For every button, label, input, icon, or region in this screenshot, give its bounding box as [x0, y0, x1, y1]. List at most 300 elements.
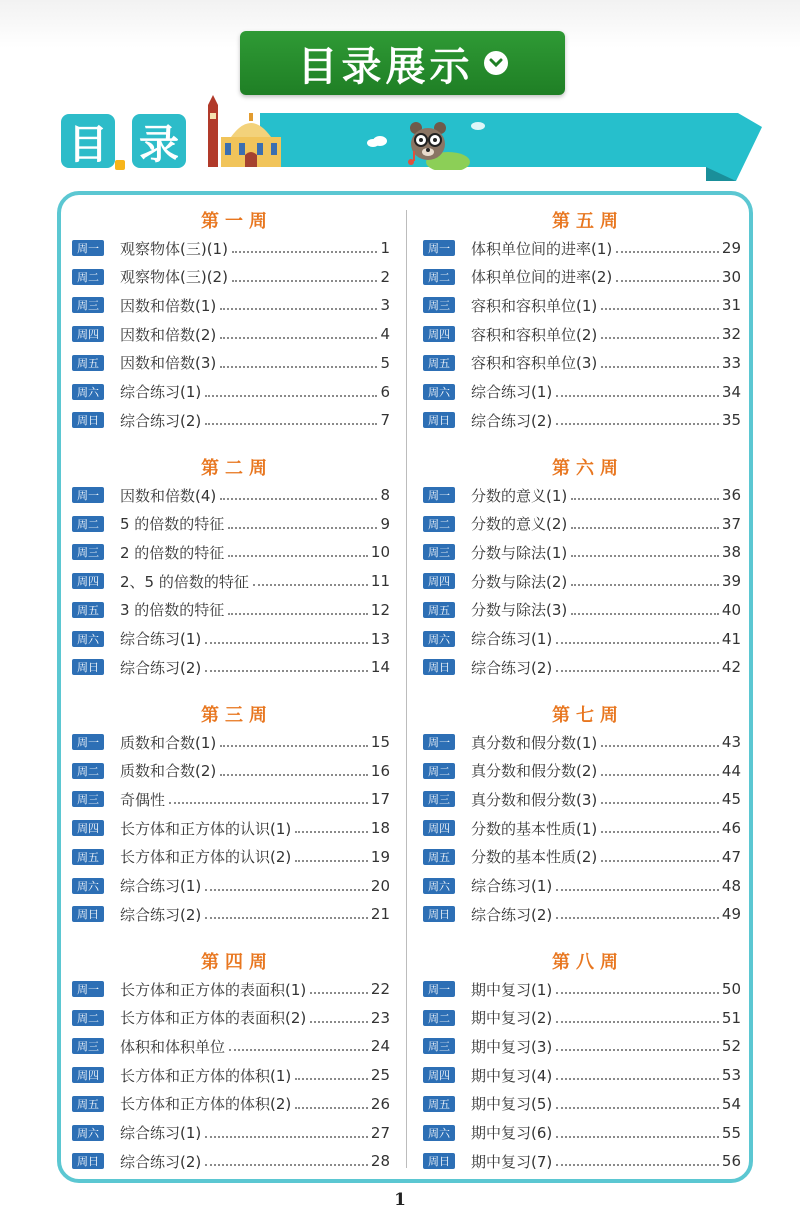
lesson-title: 质数和合数(2) [120, 762, 217, 781]
lesson-title: 2 的倍数的特征 [120, 543, 225, 562]
day-badge: 周一 [423, 981, 455, 997]
dot-leader [556, 1164, 719, 1166]
toc-entry [423, 1064, 741, 1086]
toc-entry [423, 294, 741, 316]
toc-entry [72, 570, 390, 592]
lesson-title: 长方体和正方体的表面积(2) [120, 1009, 307, 1028]
day-badge: 周日 [72, 659, 104, 675]
page-ref: 12 [370, 600, 390, 619]
lesson-title: 期中复习(7) [471, 1152, 553, 1171]
page-ref: 21 [370, 905, 390, 924]
page-ref: 39 [721, 572, 741, 591]
dot-leader [205, 1164, 368, 1166]
page-ref: 2 [380, 267, 390, 286]
page-ref: 5 [380, 353, 390, 372]
dot-leader [556, 395, 719, 397]
day-badge: 周一 [72, 487, 104, 503]
day-badge: 周三 [72, 791, 104, 807]
page-ref: 44 [721, 761, 741, 780]
dot-leader [220, 308, 377, 310]
toc-entry [423, 409, 741, 431]
toc-entry [423, 628, 741, 650]
music-note-icon [406, 150, 418, 166]
day-badge: 周二 [423, 1010, 455, 1026]
lesson-title: 2、5 的倍数的特征 [120, 572, 249, 591]
page-ref: 13 [370, 629, 390, 648]
lesson-title: 奇偶性 [120, 790, 166, 809]
toc-entry [72, 237, 390, 259]
dot-leader [556, 1021, 719, 1023]
page-ref: 41 [721, 629, 741, 648]
toc-entry [423, 570, 741, 592]
toc-entry [423, 237, 741, 259]
dot-leader [601, 802, 719, 804]
page-ref: 36 [721, 486, 741, 504]
toc-entry [423, 846, 741, 868]
toc-entry [423, 903, 741, 925]
toc-entry [72, 513, 390, 535]
page-ref: 47 [721, 847, 741, 866]
page-ref: 31 [721, 296, 741, 315]
page-ref: 45 [721, 790, 741, 809]
dot-leader [601, 366, 719, 368]
page-ref: 22 [370, 980, 390, 998]
lesson-title: 综合练习(2) [471, 658, 553, 677]
lesson-title: 因数和倍数(1) [120, 296, 217, 315]
day-badge: 周日 [423, 906, 455, 922]
dot-leader [556, 917, 719, 919]
day-badge: 周一 [423, 487, 455, 503]
day-badge: 周六 [423, 631, 455, 647]
page-ref: 42 [721, 658, 741, 677]
dot-leader [601, 308, 719, 310]
dot-leader [295, 1107, 368, 1109]
dot-leader [571, 527, 719, 529]
day-badge: 周二 [72, 269, 104, 285]
toc-heading-char-2: 录 [132, 114, 186, 168]
lesson-title: 容积和容积单位(2) [471, 325, 598, 344]
toc-entry [423, 788, 741, 810]
toc-entry [423, 266, 741, 288]
day-badge: 周日 [72, 906, 104, 922]
lesson-title: 分数与除法(1) [471, 543, 568, 562]
dot-leader [601, 745, 719, 747]
toc-entry [72, 903, 390, 925]
dot-leader [295, 1078, 368, 1080]
dot-leader [228, 613, 368, 615]
lesson-title: 长方体和正方体的体积(2) [120, 1095, 292, 1114]
banner-title: 目录展示 [297, 43, 474, 90]
toc-entry [72, 599, 390, 621]
week-title: 第八周 [552, 952, 624, 973]
day-badge: 周二 [423, 269, 455, 285]
day-badge: 周一 [423, 734, 455, 750]
page-ref: 20 [370, 876, 390, 895]
lesson-title: 期中复习(4) [471, 1066, 553, 1085]
page-ref: 51 [721, 1008, 741, 1027]
toc-entry [423, 599, 741, 621]
day-badge: 周三 [423, 1038, 455, 1054]
lesson-title: 体积单位间的进率(1) [471, 239, 613, 258]
dot-leader [601, 860, 719, 862]
header-ribbon [260, 113, 735, 167]
toc-entry [72, 788, 390, 810]
day-badge: 周三 [423, 791, 455, 807]
toc-entry [423, 352, 741, 374]
dot-leader [556, 1107, 719, 1109]
dot-leader [229, 1049, 368, 1051]
page-ref: 29 [721, 239, 741, 257]
day-badge: 周四 [72, 326, 104, 342]
toc-entry [72, 323, 390, 345]
dot-leader [205, 642, 368, 644]
dot-leader [228, 555, 368, 557]
toc-entry [72, 294, 390, 316]
week-title: 第五周 [552, 211, 624, 232]
week-title: 第一周 [201, 211, 273, 232]
toc-entry [423, 323, 741, 345]
lesson-title: 综合练习(1) [120, 630, 202, 648]
page-ref: 53 [721, 1066, 741, 1085]
toc-entry [423, 760, 741, 782]
dot-leader [228, 527, 377, 529]
dot-leader [205, 395, 377, 397]
day-badge: 周一 [423, 240, 455, 256]
lesson-title: 综合练习(2) [120, 658, 202, 677]
page-ref: 40 [721, 600, 741, 619]
day-badge: 周五 [423, 849, 455, 865]
week-title: 第六周 [552, 458, 624, 479]
toc-entry [72, 875, 390, 897]
day-badge: 周三 [72, 1038, 104, 1054]
dot-leader [205, 423, 377, 425]
lesson-title: 真分数和假分数(3) [471, 790, 598, 809]
page-ref: 52 [721, 1037, 741, 1056]
day-badge: 周四 [423, 573, 455, 589]
day-badge: 周日 [423, 659, 455, 675]
dot-leader [295, 860, 368, 862]
lesson-title: 综合练习(1) [471, 383, 553, 401]
day-badge: 周四 [423, 1067, 455, 1083]
day-badge: 周四 [72, 1067, 104, 1083]
page-ref: 18 [370, 819, 390, 838]
lesson-title: 真分数和假分数(2) [471, 762, 598, 781]
dot-leader [571, 498, 719, 500]
day-badge: 周六 [72, 1125, 104, 1141]
lesson-title: 体积和体积单位 [120, 1037, 226, 1056]
day-badge: 周六 [423, 384, 455, 400]
day-badge: 周日 [72, 1153, 104, 1169]
day-badge: 周五 [423, 1096, 455, 1112]
dot-leader [220, 337, 377, 339]
lesson-title: 观察物体(三)(2) [120, 268, 228, 287]
day-badge: 周三 [72, 544, 104, 560]
toc-entry [72, 628, 390, 650]
page-ref: 3 [380, 296, 390, 315]
dot-leader [205, 917, 368, 919]
lesson-title: 长方体和正方体的表面积(1) [120, 980, 307, 999]
week-title: 第四周 [201, 952, 273, 973]
toc-entry [72, 1093, 390, 1115]
lesson-title: 因数和倍数(2) [120, 325, 217, 344]
day-badge: 周五 [72, 849, 104, 865]
day-badge: 周四 [423, 326, 455, 342]
day-badge: 周五 [423, 602, 455, 618]
toc-entry [423, 1150, 741, 1172]
page-ref: 49 [721, 905, 741, 924]
week-title: 第三周 [201, 705, 273, 726]
cloud-icon [366, 135, 388, 147]
lesson-title: 质数和合数(1) [120, 733, 217, 752]
lesson-title: 因数和倍数(3) [120, 354, 217, 373]
page-ref: 15 [370, 733, 390, 751]
palace-illustration [205, 95, 285, 170]
day-badge: 周六 [72, 878, 104, 894]
toc-entry [423, 541, 741, 563]
page-ref: 1 [380, 239, 390, 257]
lesson-title: 综合练习(2) [471, 411, 553, 430]
page-ref: 8 [380, 486, 390, 504]
lesson-title: 期中复习(6) [471, 1124, 553, 1142]
page-ref: 6 [380, 382, 390, 401]
lesson-title: 分数的意义(1) [471, 486, 568, 505]
day-badge: 周日 [72, 412, 104, 428]
lesson-title: 5 的倍数的特征 [120, 515, 225, 534]
day-badge: 周三 [72, 297, 104, 313]
dot-leader [205, 670, 368, 672]
page-ref: 24 [370, 1037, 390, 1056]
title-banner [240, 31, 565, 95]
toc-heading-char-1: 目 [61, 114, 115, 168]
toc-entry [72, 409, 390, 431]
lesson-title: 因数和倍数(4) [120, 486, 217, 505]
day-badge: 周二 [72, 1010, 104, 1026]
page-ref: 19 [370, 847, 390, 866]
day-badge: 周四 [72, 573, 104, 589]
dot-leader [556, 642, 719, 644]
dot-leader [556, 889, 719, 891]
page-ref: 55 [721, 1123, 741, 1142]
page-ref: 26 [370, 1094, 390, 1113]
heading-dot [115, 160, 125, 170]
toc-entry [423, 1007, 741, 1029]
toc-entry [72, 352, 390, 374]
week-title: 第七周 [552, 705, 624, 726]
lesson-title: 综合练习(1) [120, 383, 202, 401]
dot-leader [556, 1049, 719, 1051]
dot-leader [556, 670, 719, 672]
lesson-title: 综合练习(1) [471, 630, 553, 648]
toc-entry [423, 875, 741, 897]
page-number: 1 [394, 1190, 406, 1210]
lesson-title: 综合练习(2) [120, 905, 202, 924]
toc-entry [423, 381, 741, 403]
toc-entry [72, 541, 390, 563]
page-ref: 28 [370, 1152, 390, 1171]
toc-entry [72, 484, 390, 506]
toc-entry [423, 731, 741, 753]
day-badge: 周一 [72, 240, 104, 256]
dot-leader [169, 802, 368, 804]
lesson-title: 综合练习(1) [471, 877, 553, 895]
toc-entry [423, 978, 741, 1000]
page-ref: 7 [380, 411, 390, 430]
lesson-title: 真分数和假分数(1) [471, 733, 598, 752]
day-badge: 周四 [72, 820, 104, 836]
ribbon-fold [700, 113, 762, 183]
dot-leader [601, 337, 719, 339]
dot-leader [310, 1021, 368, 1023]
toc-entry [423, 1122, 741, 1144]
toc-entry [72, 1035, 390, 1057]
toc-entry [72, 1150, 390, 1172]
day-badge: 周三 [423, 544, 455, 560]
lesson-title: 期中复习(1) [471, 980, 553, 999]
page-ref: 25 [370, 1066, 390, 1085]
lesson-title: 长方体和正方体的认识(1) [120, 819, 292, 838]
dot-leader [295, 831, 368, 833]
lesson-title: 长方体和正方体的体积(1) [120, 1066, 292, 1085]
day-badge: 周一 [72, 981, 104, 997]
lesson-title: 分数与除法(3) [471, 601, 568, 620]
toc-entry [423, 513, 741, 535]
dot-leader [232, 280, 378, 282]
toc-entry [72, 846, 390, 868]
lesson-title: 分数的意义(2) [471, 515, 568, 534]
page-ref: 9 [380, 514, 390, 533]
page-ref: 37 [721, 514, 741, 533]
lesson-title: 综合练习(1) [120, 877, 202, 895]
dot-leader [253, 584, 368, 586]
day-badge: 周二 [423, 516, 455, 532]
toc-entry [72, 1007, 390, 1029]
toc-entry [423, 1093, 741, 1115]
day-badge: 周六 [72, 631, 104, 647]
lesson-title: 分数的基本性质(2) [471, 848, 598, 867]
page-ref: 17 [370, 790, 390, 809]
day-badge: 周六 [72, 384, 104, 400]
page-ref: 33 [721, 353, 741, 372]
dot-leader [616, 251, 719, 253]
dot-leader [601, 774, 719, 776]
dot-leader [556, 1078, 719, 1080]
dot-leader [220, 745, 368, 747]
page-ref: 23 [370, 1008, 390, 1027]
day-badge: 周日 [423, 1153, 455, 1169]
day-badge: 周二 [423, 763, 455, 779]
day-badge: 周日 [423, 412, 455, 428]
toc-entry [72, 1122, 390, 1144]
lesson-title: 期中复习(2) [471, 1009, 553, 1028]
page-ref: 46 [721, 819, 741, 838]
lesson-title: 期中复习(5) [471, 1095, 553, 1114]
page-ref: 10 [370, 543, 390, 562]
page-ref: 4 [380, 325, 390, 344]
day-badge: 周五 [423, 355, 455, 371]
lesson-title: 观察物体(三)(1) [120, 239, 228, 258]
dot-leader [205, 1136, 368, 1138]
day-badge: 周六 [423, 1125, 455, 1141]
cloud-icon [470, 120, 486, 130]
toc-entry [72, 381, 390, 403]
column-divider [406, 210, 407, 1168]
dot-leader [571, 584, 719, 586]
dot-leader [616, 280, 719, 282]
toc-entry [72, 731, 390, 753]
page-ref: 16 [370, 761, 390, 780]
page-ref: 11 [370, 572, 390, 591]
dot-leader [556, 992, 719, 994]
lesson-title: 综合练习(2) [120, 411, 202, 430]
lesson-title: 期中复习(3) [471, 1037, 553, 1056]
toc-entry [423, 656, 741, 678]
toc-entry [423, 817, 741, 839]
lesson-title: 容积和容积单位(3) [471, 354, 598, 373]
page-ref: 35 [721, 411, 741, 430]
toc-entry [423, 484, 741, 506]
dot-leader [220, 774, 368, 776]
lesson-title: 3 的倍数的特征 [120, 601, 225, 620]
chevron-down-icon [484, 51, 508, 75]
toc-entry [72, 817, 390, 839]
page-ref: 34 [721, 382, 741, 401]
day-badge: 周五 [72, 355, 104, 371]
toc-entry [72, 1064, 390, 1086]
day-badge: 周五 [72, 602, 104, 618]
dot-leader [601, 831, 719, 833]
day-badge: 周六 [423, 878, 455, 894]
toc-entry [72, 978, 390, 1000]
lesson-title: 体积单位间的进率(2) [471, 268, 613, 287]
toc-entry [423, 1035, 741, 1057]
page-ref: 48 [721, 876, 741, 895]
page-ref: 32 [721, 325, 741, 344]
dot-leader [220, 498, 377, 500]
dot-leader [205, 889, 368, 891]
day-badge: 周二 [72, 516, 104, 532]
day-badge: 周五 [72, 1096, 104, 1112]
lesson-title: 分数与除法(2) [471, 572, 568, 591]
page-ref: 14 [370, 658, 390, 677]
dot-leader [310, 992, 368, 994]
week-title: 第二周 [201, 458, 273, 479]
page-ref: 50 [721, 980, 741, 998]
toc-entry [72, 656, 390, 678]
lesson-title: 容积和容积单位(1) [471, 296, 598, 315]
toc-entry [72, 266, 390, 288]
day-badge: 周四 [423, 820, 455, 836]
lesson-title: 分数的基本性质(1) [471, 819, 598, 838]
page-ref: 27 [370, 1123, 390, 1142]
page-ref: 56 [721, 1152, 741, 1171]
page-ref: 43 [721, 733, 741, 751]
dot-leader [556, 1136, 719, 1138]
dot-leader [556, 423, 719, 425]
page-ref: 54 [721, 1094, 741, 1113]
day-badge: 周三 [423, 297, 455, 313]
lesson-title: 综合练习(2) [471, 905, 553, 924]
dot-leader [220, 366, 377, 368]
page-ref: 38 [721, 543, 741, 562]
lesson-title: 综合练习(1) [120, 1124, 202, 1142]
toc-entry [72, 760, 390, 782]
lesson-title: 综合练习(2) [120, 1152, 202, 1171]
day-badge: 周二 [72, 763, 104, 779]
day-badge: 周一 [72, 734, 104, 750]
page-ref: 30 [721, 267, 741, 286]
lesson-title: 长方体和正方体的认识(2) [120, 848, 292, 867]
dot-leader [571, 613, 719, 615]
